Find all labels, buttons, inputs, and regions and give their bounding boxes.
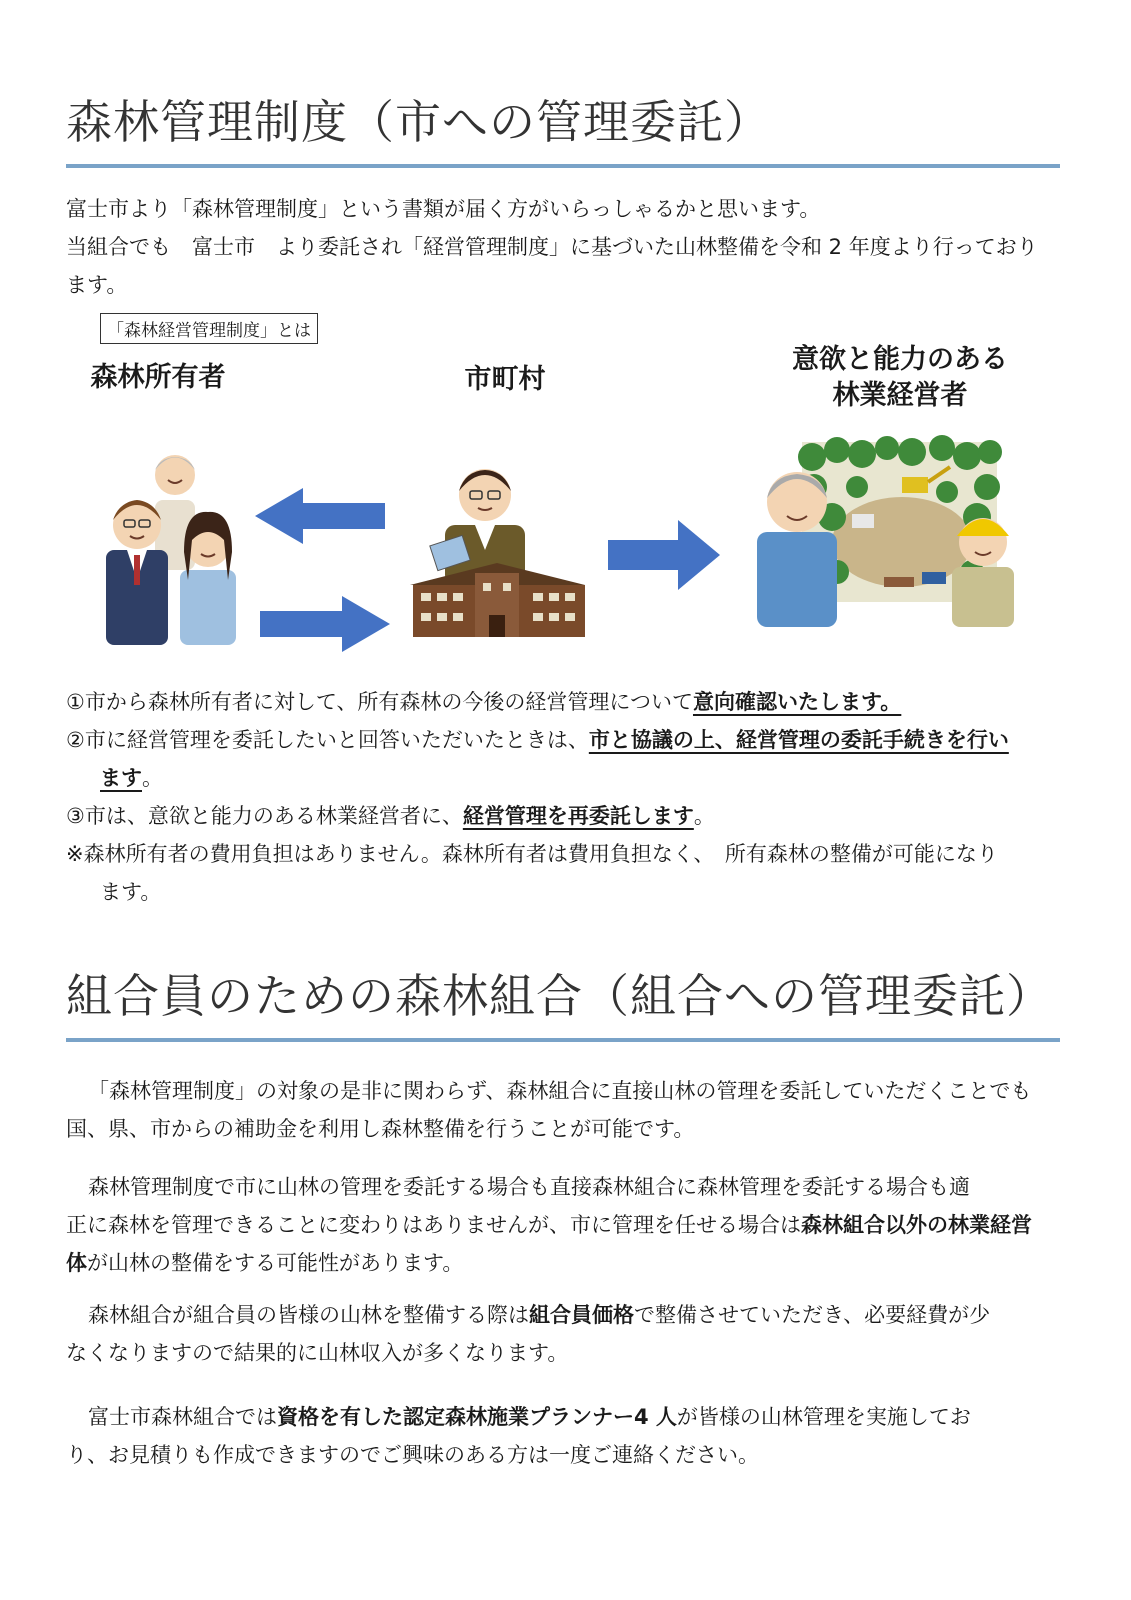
section2-rule [66,1038,1060,1042]
section1-intro [66,190,1066,304]
step-1-emphasis: 意向確認いたします。 [692,690,902,714]
step-3-text: ③市は、意欲と能力のある林業経営者に、 [66,804,463,828]
section2-paragraph-3 [66,1296,1066,1372]
p3-line-1-text: 森林組合が組合員の皆様の山林を整備する際は [88,1303,529,1327]
section2-paragraph-4 [66,1398,1066,1474]
section2-paragraph-2 [66,1168,1066,1282]
section2-paragraph-1 [66,1072,1066,1148]
p2-line-2-emphasis: 森林組合以外の林業経営 [801,1213,1032,1237]
arrow-left-to-owner [255,488,390,544]
young-man-figure [106,500,168,645]
section1-rule [66,164,1060,168]
arrow-right-to-manager [608,520,720,590]
p2-line-2-text: 正に森林を管理できることに変わりはありませんが、市に管理を任せる場合は [66,1213,801,1237]
intro-line-3: ます。 [66,273,128,297]
step-2-continuation [100,759,163,797]
young-forester-figure [952,518,1014,627]
definition-box-label: 「森林経営管理制度」とは [100,313,318,344]
p3-line-1-emphasis: 組合員価格 [529,1303,634,1327]
step-2 [66,721,1009,759]
actor-manager-label-line1: 意欲と能力のある [792,344,1008,375]
p1-line-2: 国、県、市からの補助金を利用し森林整備を行うことが可能です。 [66,1117,695,1141]
step-2-emphasis-cont: ます [100,766,142,790]
p2-line-3-text: が山林の整備をする可能性があります。 [87,1251,464,1275]
actor-municipality-label: 市町村 [464,364,546,395]
elder-forester-figure [757,472,837,627]
intro-line-2: 当組合でも 富士市 より委託され「経営管理制度」に基づいた山林整備を令和 2 年度より行っており [66,235,1038,259]
step-2-text: ②市に経営管理を委託したいと回答いただいたときは、 [66,728,589,752]
p4-line-2: り、お見積りも作成できますのでご興味のある方は一度ご連絡ください。 [66,1443,759,1467]
p2-line-2 [66,1206,1066,1244]
step-3 [66,797,715,835]
step-1-text: ①市から森林所有者に対して、所有森林の今後の経営管理について [66,690,693,714]
forest-owners-illustration [100,440,250,650]
note-line-2: ます。 [100,880,162,904]
forestry-manager-illustration [752,432,1042,632]
intro-line-1: 富士市より「森林管理制度」という書類が届く方がいらっしゃるかと思います。 [66,197,821,221]
p3-line-1-end: で整備させていただき、必要経費が少 [634,1303,991,1327]
p2-line-3-emphasis: 体 [66,1251,87,1275]
step-2-emphasis: 市と協議の上、経営管理の委託手続きを行い [588,728,1009,752]
p3-line-2: なくなりますので結果的に山林収入が多くなります。 [66,1341,569,1365]
municipality-official-illustration [405,455,590,640]
p3-line-1 [66,1296,1066,1334]
step-2-end: 。 [142,766,163,790]
actor-manager-label [760,342,1040,414]
p4-line-1-end: が皆様の山林管理を実施してお [676,1405,971,1429]
step-3-end: 。 [693,804,715,828]
p4-line-1-text: 富士市森林組合では [88,1405,277,1429]
woman-figure [180,512,236,645]
note-line-1: ※森林所有者の費用負担はありません。森林所有者は費用負担なく、 所有森林の整備が可能になり [66,842,998,866]
section2-title: 組合員のための森林組合（組合への管理委託） [66,969,1053,1023]
city-hall-building [410,563,585,637]
arrow-right-to-municipality [255,596,390,652]
step-1 [66,683,901,721]
actor-manager-label-line2: 林業経営者 [832,380,968,411]
p4-line-1-emphasis: 資格を有した認定森林施業プランナー4 人 [277,1405,677,1429]
p2-line-3 [66,1244,1066,1282]
p4-line-1 [66,1398,1066,1436]
p1-line-1: 「森林管理制度」の対象の是非に関わらず、森林組合に直接山林の管理を委託していただくことでも [88,1079,1032,1103]
actor-owner-label: 森林所有者 [90,362,226,393]
step-3-emphasis: 経営管理を再委託します [462,804,694,828]
p2-line-1: 森林管理制度で市に山林の管理を委託する場合も直接森林組合に森林管理を委託する場合も適 [88,1175,970,1199]
section1-title: 森林管理制度（市への管理委託） [66,95,771,149]
